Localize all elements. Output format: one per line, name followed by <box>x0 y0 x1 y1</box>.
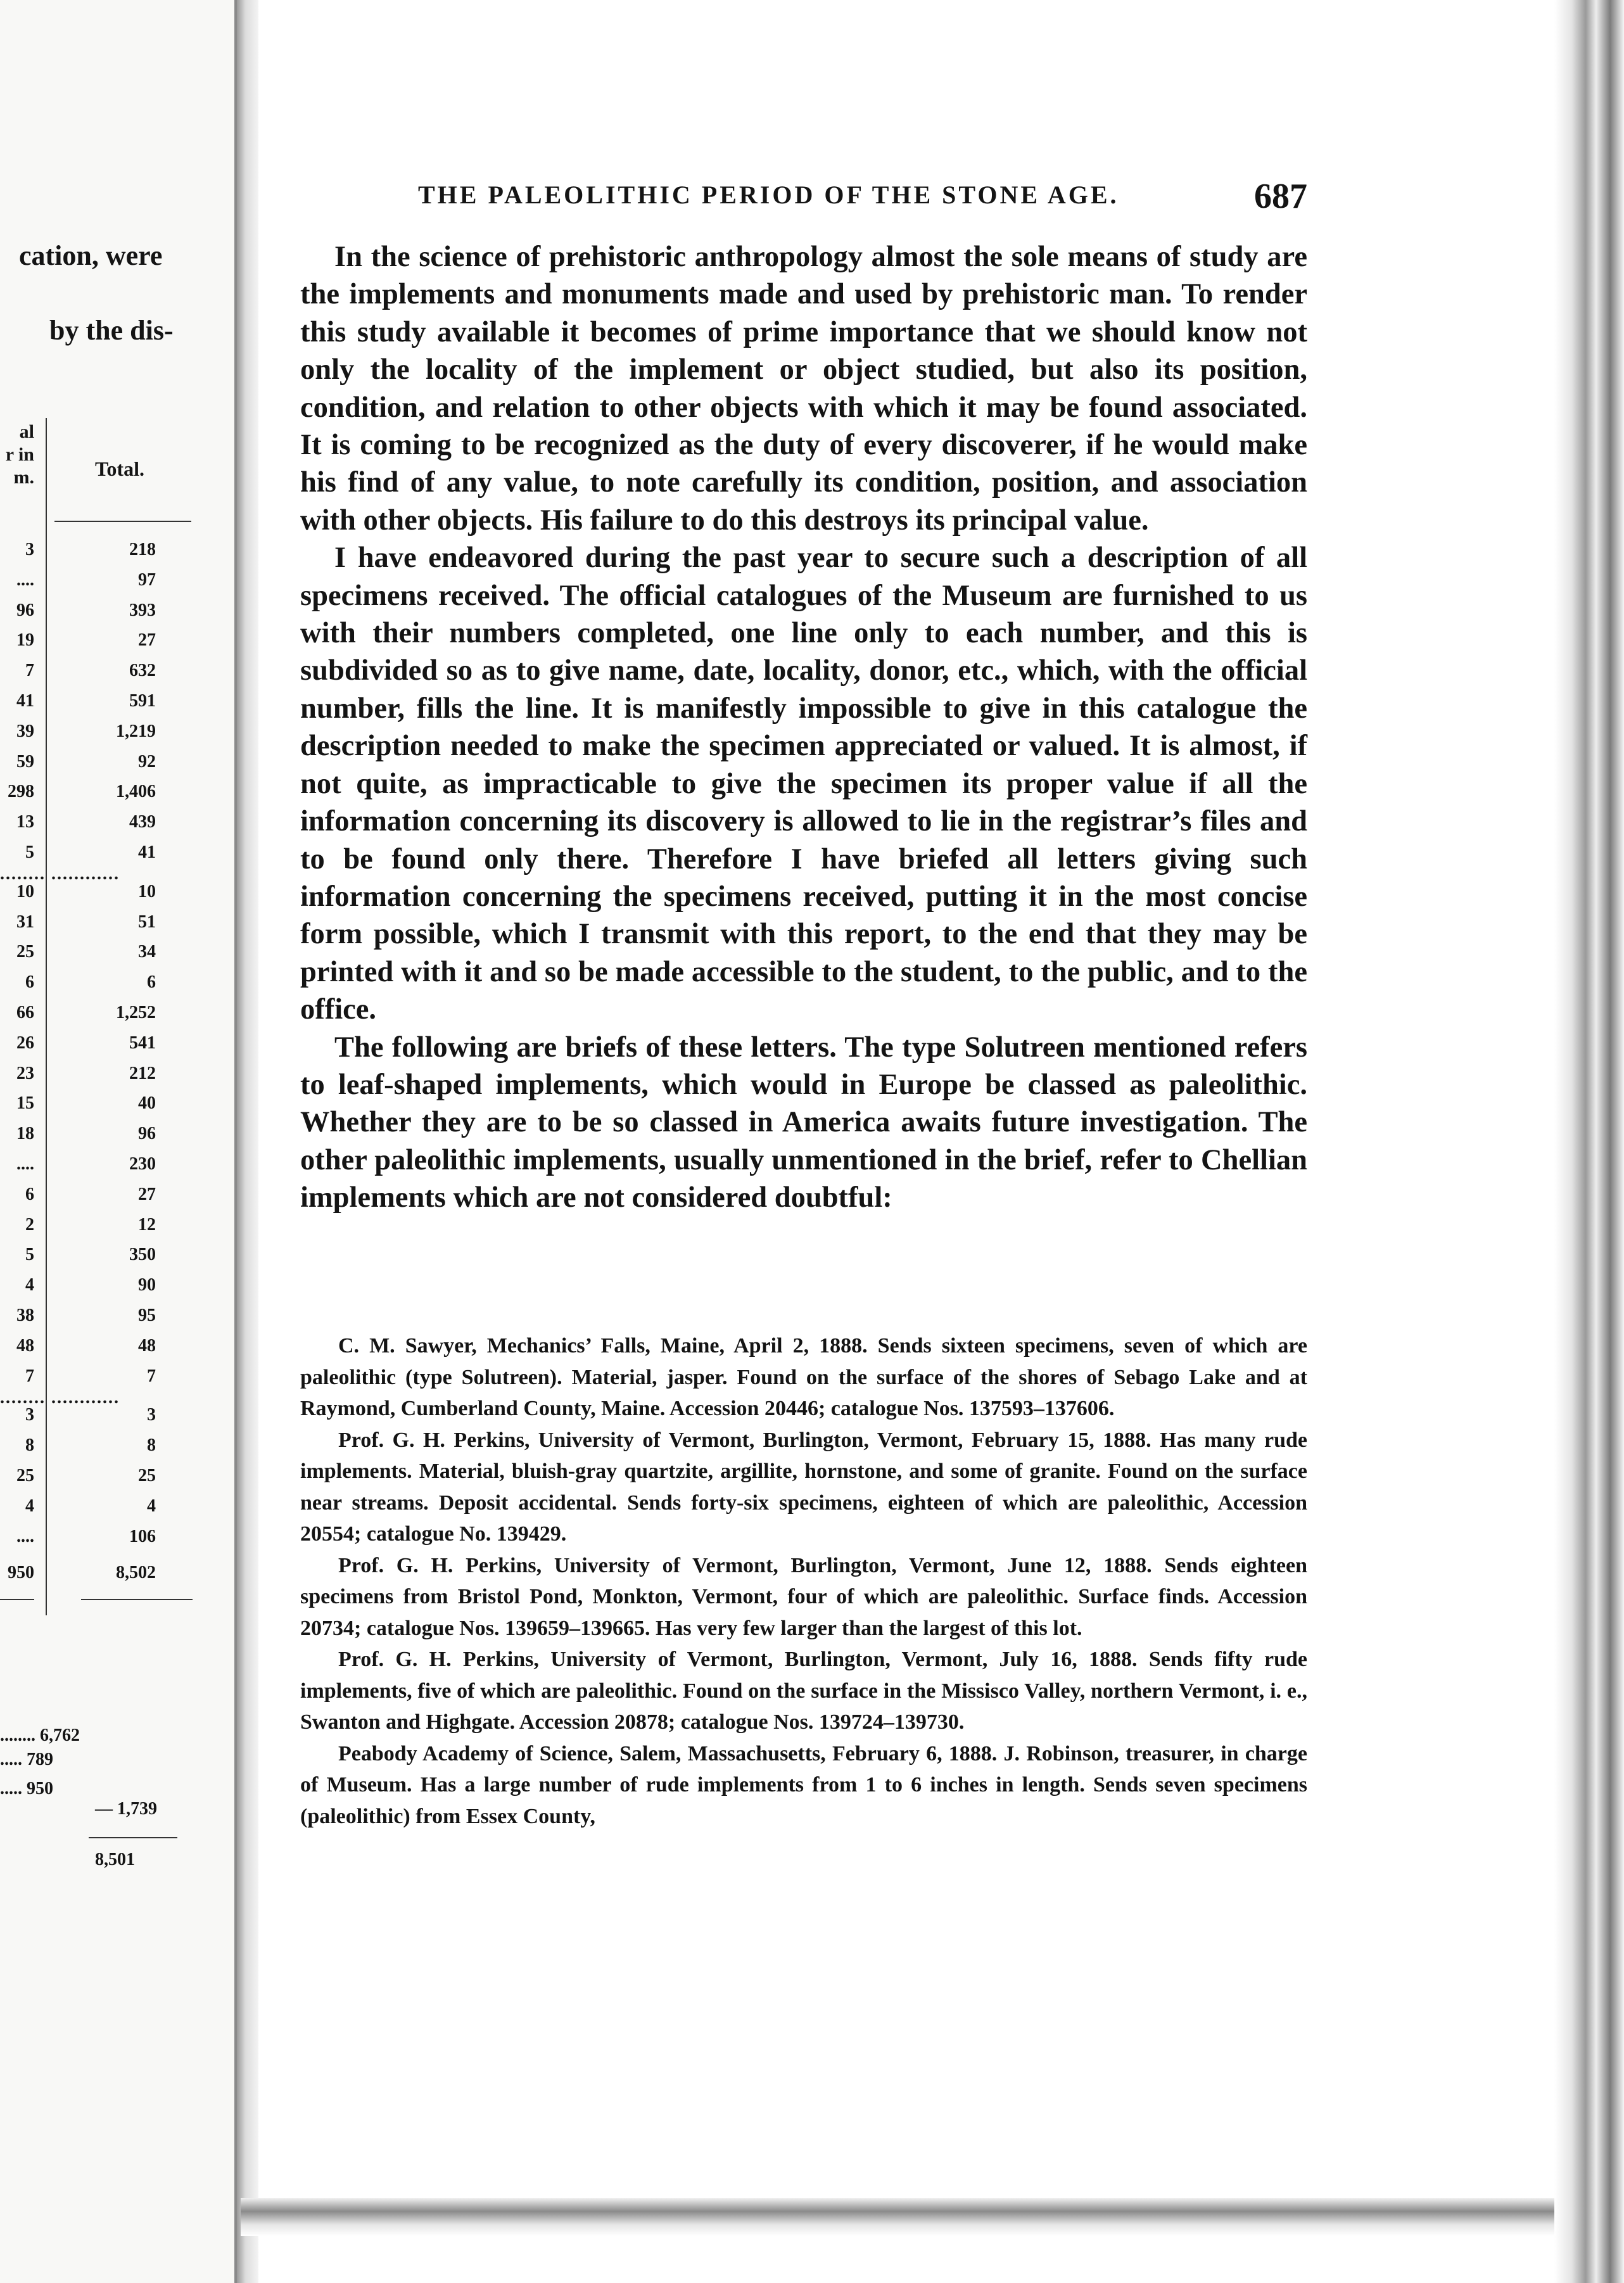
table-cell-original: 2 <box>25 1214 34 1235</box>
table-row <box>0 1527 234 1557</box>
table-cell-total: 34 <box>138 942 156 962</box>
table-cell-total: 12 <box>138 1214 156 1235</box>
table-cell-original: 7 <box>25 1366 34 1386</box>
table-cell-original: 23 <box>16 1063 34 1083</box>
table-cell-total: 1,406 <box>116 782 156 802</box>
paragraph: I have endeavored during the past year to secure such a description of all specimens received. The official catalogues of the Museum are furnished to us with their numbers completed, one line only to each number, and this is subdivided so as to give name, date, locality, donor, etc., which, with the official number, fills the line. It is manifestly impossible to give in this catalogue the description needed to make the specimen appreciated or valued. It is almost, if not quite, as impracticable to give the specimen its proper value if all the information concerning its discovery is allowed to lie in the registrar’s files and to be found only there. Therefore I have briefed all letters giving such information concerning the specimens received, putting it in the most concise form possible, which I transmit with this report, to the end that they may be printed with it and so be made accessible to the student, to the public, and to the office. <box>300 542 1307 1026</box>
table-row <box>0 1336 234 1366</box>
table-row <box>0 570 234 601</box>
table-row <box>0 691 234 722</box>
table-row <box>0 1466 234 1496</box>
table-row <box>0 630 234 661</box>
table-row <box>0 1033 234 1064</box>
table-row <box>0 972 234 1003</box>
book-gutter <box>237 0 258 2283</box>
table-cell-total: 96 <box>138 1124 156 1144</box>
table-cell-original: 41 <box>16 691 34 711</box>
table-cell-original: 4 <box>25 1496 34 1516</box>
table-cell-original: 7 <box>25 661 34 681</box>
table-cell-total: 3 <box>147 1405 156 1425</box>
table-cell-total: 8,502 <box>116 1563 156 1583</box>
table-cell-original: 15 <box>16 1093 34 1114</box>
table-cell-original: 10 <box>16 881 34 901</box>
table-cell-original: 5 <box>25 1245 34 1265</box>
table-cell-original: 39 <box>16 721 34 741</box>
total-rule <box>81 1599 193 1600</box>
table-row <box>0 1496 234 1527</box>
table-row <box>0 540 234 570</box>
table-row <box>0 1064 234 1094</box>
table-row <box>0 912 234 943</box>
table-cell-total: 350 <box>129 1245 156 1265</box>
table-cell-total: 97 <box>138 569 156 590</box>
table-cell-total: 27 <box>138 630 156 651</box>
table-cell-original: 96 <box>16 600 34 620</box>
summary-line: ........ 6,762 <box>0 1726 80 1745</box>
table-row <box>0 1563 234 1593</box>
table-cell-total: 40 <box>138 1093 156 1114</box>
table-cell-original: 13 <box>16 812 34 832</box>
table-cell-original: 6 <box>25 972 34 993</box>
group-separator: ........ ............ <box>0 864 120 884</box>
table-row <box>0 752 234 782</box>
table-cell-original: 298 <box>8 782 34 802</box>
table-cell-total: 8 <box>147 1435 156 1456</box>
table-row <box>0 1154 234 1185</box>
table-cell-total: 51 <box>138 912 156 932</box>
table-cell-total: 27 <box>138 1184 156 1204</box>
table-row <box>0 1003 234 1033</box>
table-cell-original: 3 <box>25 1405 34 1425</box>
table-cell-total: 591 <box>129 691 156 711</box>
table-cell-total: 7 <box>147 1366 156 1386</box>
table-cell-total: 48 <box>138 1335 156 1356</box>
brief-entry: Peabody Academy of Science, Salem, Massachusetts, February 6, 1888. J. Robinson, treasurer, in charge of Museum. Has a large number of rude implements from 1 to 6 inches in length. Sends seven specimens (paleolithic) from Essex County, <box>300 1741 1307 1828</box>
table-cell-original: 5 <box>25 843 34 862</box>
running-title: THE PALEOLITHIC PERIOD OF THE STONE AGE. <box>418 181 1119 209</box>
table-cell-original: 3 <box>25 540 34 559</box>
table-cell-total: 92 <box>138 751 156 772</box>
table-cell-original: .... <box>16 1154 34 1174</box>
table-cell-total: 1,252 <box>116 1003 156 1022</box>
table-cell-total: 218 <box>129 540 156 559</box>
table-row <box>0 1435 234 1466</box>
table-cell-original: .... <box>16 569 34 590</box>
page-edge-right <box>1554 0 1624 2283</box>
table-cell-total: 1,219 <box>116 721 156 741</box>
table-row <box>0 722 234 752</box>
table-cell-total: 10 <box>138 881 156 901</box>
table-cell-total: 25 <box>138 1466 156 1485</box>
brief-entry: Prof. G. H. Perkins, University of Vermont, Burlington, Vermont, June 12, 1888. Sends eighteen specimens from Bristol Pond, Monkton, Vermont, four of which are paleolithic. Surface finds. Accession 20734; catalogue Nos. 139659–139665. Has very few larger than the largest of this lot. <box>300 1553 1307 1640</box>
table-cell-total: 6 <box>147 972 156 993</box>
table-cell-original: 4 <box>25 1275 34 1295</box>
table-row <box>0 1124 234 1154</box>
table-cell-total: 393 <box>129 600 156 620</box>
table-cell-total: 439 <box>129 812 156 832</box>
table-row <box>0 1306 234 1336</box>
table-cell-total: 632 <box>129 661 156 681</box>
table-cell-original: 38 <box>16 1306 34 1325</box>
table-cell-original: 66 <box>16 1003 34 1022</box>
column-header-total: Total. <box>95 457 144 480</box>
summary-line: ..... 950 <box>0 1779 53 1798</box>
header-rule <box>54 521 191 522</box>
summary-line: — 1,739 <box>95 1799 157 1819</box>
table-cell-original: 59 <box>16 751 34 772</box>
table-row <box>0 882 234 912</box>
table-cell-total: 41 <box>138 843 156 862</box>
table-cell-original: 31 <box>16 912 34 932</box>
table-row <box>0 942 234 972</box>
table-cell-original: 18 <box>16 1124 34 1144</box>
table-row <box>0 812 234 843</box>
table-row <box>0 661 234 691</box>
table-cell-total: 541 <box>129 1033 156 1053</box>
summary-total: 8,501 <box>95 1850 135 1869</box>
facing-page-fragment <box>0 0 237 2283</box>
table-row <box>0 1405 234 1435</box>
table-cell-total: 212 <box>129 1063 156 1083</box>
brief-entry: Prof. G. H. Perkins, University of Vermont, Burlington, Vermont, February 15, 1888. Has many rude implements. Material, bluish-gray quartzite, argillite, hornstone, and some of granite. Found on the surface near streams. Deposit accidental. Sends forty-six specimens, eighteen of which are paleolithic, Accession 20554; catalogue No. 139429. <box>300 1428 1307 1546</box>
facing-page-line: by the dis- <box>49 315 174 346</box>
table-row <box>0 601 234 631</box>
table-cell-original: 25 <box>16 942 34 962</box>
facing-page-line: cation, were <box>19 240 163 271</box>
letter-briefs <box>300 1330 1307 1832</box>
table-cell-total: 106 <box>129 1526 156 1546</box>
summary-rule <box>89 1837 177 1838</box>
page-number: 687 <box>1254 177 1307 216</box>
table-cell-original: 6 <box>25 1184 34 1204</box>
brief-entry: Prof. G. H. Perkins, University of Vermont, Burlington, Vermont, July 16, 1888. Sends fifty rude implements, five of which are paleolithic. Found on the surface in the Missisco Valley, northern Vermont, i. e., Swanton and Highgate. Accession 20878; catalogue Nos. 139724–139730. <box>300 1648 1307 1734</box>
table-cell-original: 950 <box>8 1563 34 1583</box>
table-cell-original: 8 <box>25 1435 34 1456</box>
table-row <box>0 782 234 812</box>
table-row <box>0 1245 234 1275</box>
paragraph: In the science of prehistoric anthropology almost the sole means of study are the implements and monuments made and used by prehistoric man. To render this study available it becomes of prime importance that we should know not only the locality of the implement or object studied, but also its position, condition, and relation to other objects with which it may be found associated. It is coming to be recognized as the duty of every discoverer, if he would make his find of any value, to note carefully its condition, position, and association with other objects. His failure to do this destroys its principal value. <box>300 241 1307 537</box>
table-cell-original: .... <box>16 1526 34 1546</box>
table-cell-original: 26 <box>16 1033 34 1053</box>
table-row <box>0 1093 234 1124</box>
table-cell-total: 95 <box>138 1306 156 1325</box>
table-cell-original: 19 <box>16 630 34 651</box>
table-cell-total: 4 <box>147 1496 156 1516</box>
body-text <box>300 238 1307 1217</box>
table-cell-original: 25 <box>16 1466 34 1485</box>
total-rule <box>0 1599 34 1600</box>
table-row <box>0 1215 234 1245</box>
table-cell-total: 230 <box>129 1154 156 1174</box>
summary-line: ..... 789 <box>0 1750 53 1769</box>
paragraph: The following are briefs of these letters. The type Solutreen mentioned refers to leaf-shaped implements, which would in Europe be classed as paleolithic. Whether they are to be so classed in America awaits future investigation. The other paleolithic implements, usually unmentioned in the brief, refer to Chellian implements which are not considered doubtful: <box>300 1031 1307 1214</box>
brief-entry: C. M. Sawyer, Mechanics’ Falls, Maine, April 2, 1888. Sends sixteen specimens, seven of which are paleolithic (type Solutreen). Material, jasper. Found on the surface of the shores of Sebago Lake and at Raymond, Cumberland County, Maine. Accession 20446; catalogue Nos. 137593–137606. <box>300 1334 1307 1420</box>
table-row <box>0 1275 234 1306</box>
group-separator: ........ ............ <box>0 1387 120 1408</box>
page-edge-bottom <box>241 2198 1554 2236</box>
table-cell-original: 48 <box>16 1335 34 1356</box>
column-header: al r in m. <box>5 421 34 488</box>
running-head <box>418 176 1307 220</box>
table-row <box>0 1185 234 1215</box>
table-cell-total: 90 <box>138 1275 156 1295</box>
